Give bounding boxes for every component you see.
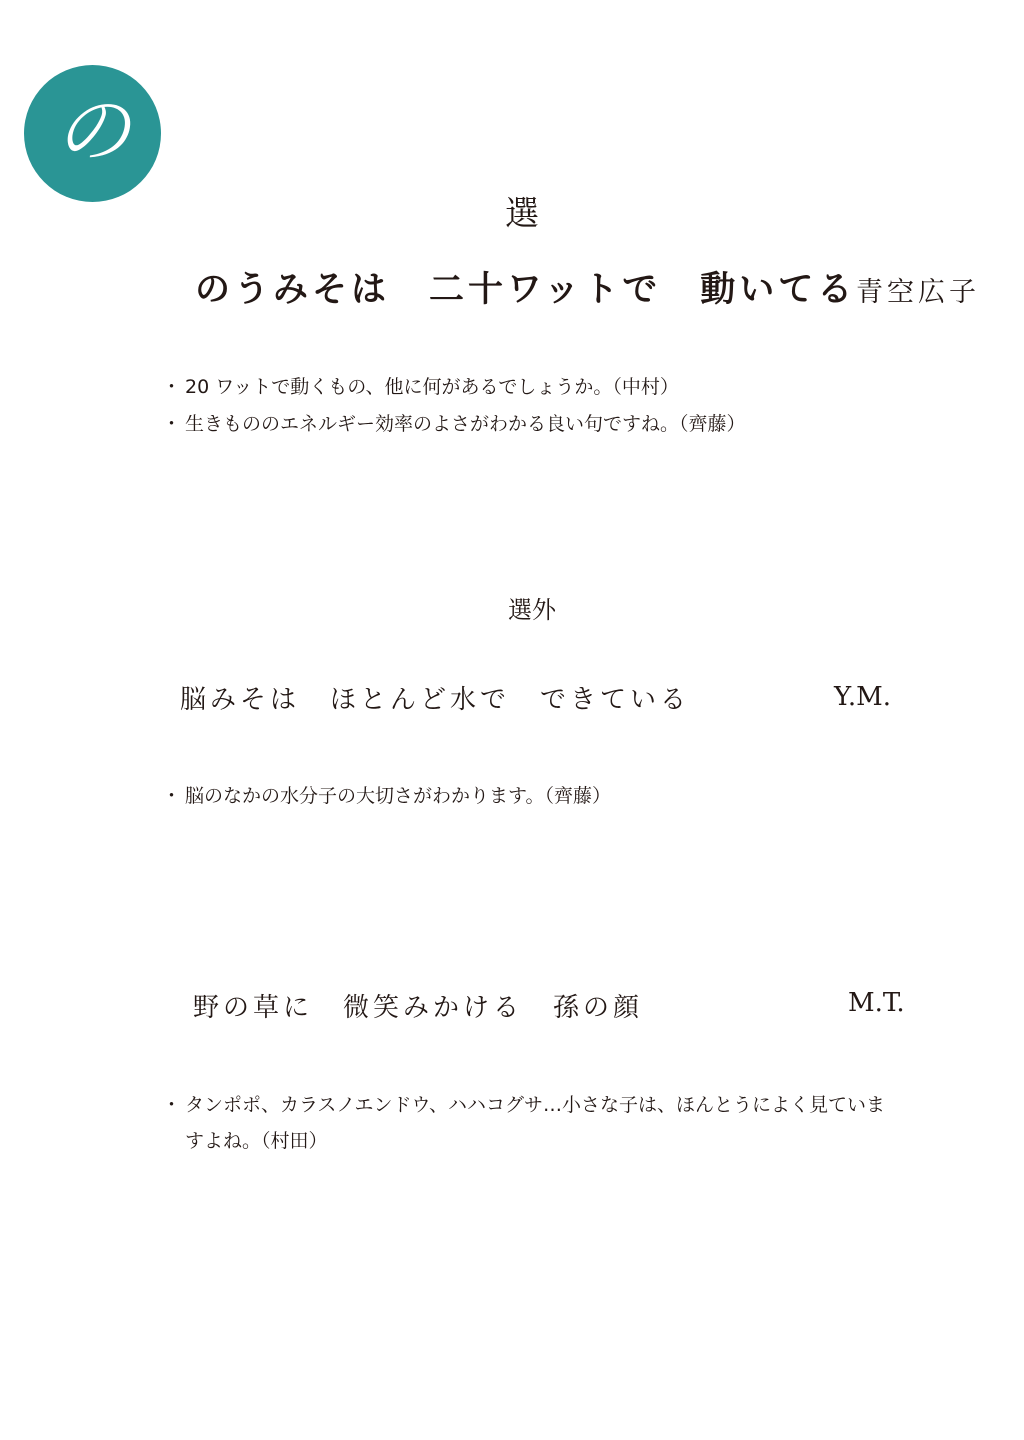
unselected-comments-2 — [166, 1087, 886, 1159]
selected-author: 青空広子 — [856, 277, 980, 308]
selected-heading: 選 — [505, 194, 539, 234]
unselected-haiku-1: 脳みそは ほとんど水で できている — [180, 685, 691, 715]
badge-glyph: の — [54, 85, 131, 175]
comment-item: ・ タンポポ、カラスノエンドウ、ハハコグサ…小さな子は、ほんとうによく見ていますよね。（村田） — [166, 1087, 886, 1159]
selected-comments — [166, 369, 746, 443]
unselected-author-1: Y.M. — [834, 682, 891, 712]
section-badge — [24, 65, 161, 202]
selected-haiku: のうみそは 二十ワットで 動いてる — [195, 269, 857, 310]
unselected-heading: 選外 — [508, 596, 556, 624]
unselected-haiku-2: 野の草に 微笑みかける 孫の顔 — [193, 993, 644, 1023]
unselected-comments-1 — [166, 778, 611, 815]
comment-item: ・ 生きもののエネルギー効率のよさがわかる良い句ですね。（齊藤） — [166, 406, 746, 443]
unselected-author-2: M.T. — [848, 988, 905, 1018]
comment-item: ・ 脳のなかの水分子の大切さがわかります。（齊藤） — [166, 778, 611, 815]
comment-item: ・ 20 ワットで動くもの、他に何があるでしょうか。（中村） — [166, 369, 746, 406]
